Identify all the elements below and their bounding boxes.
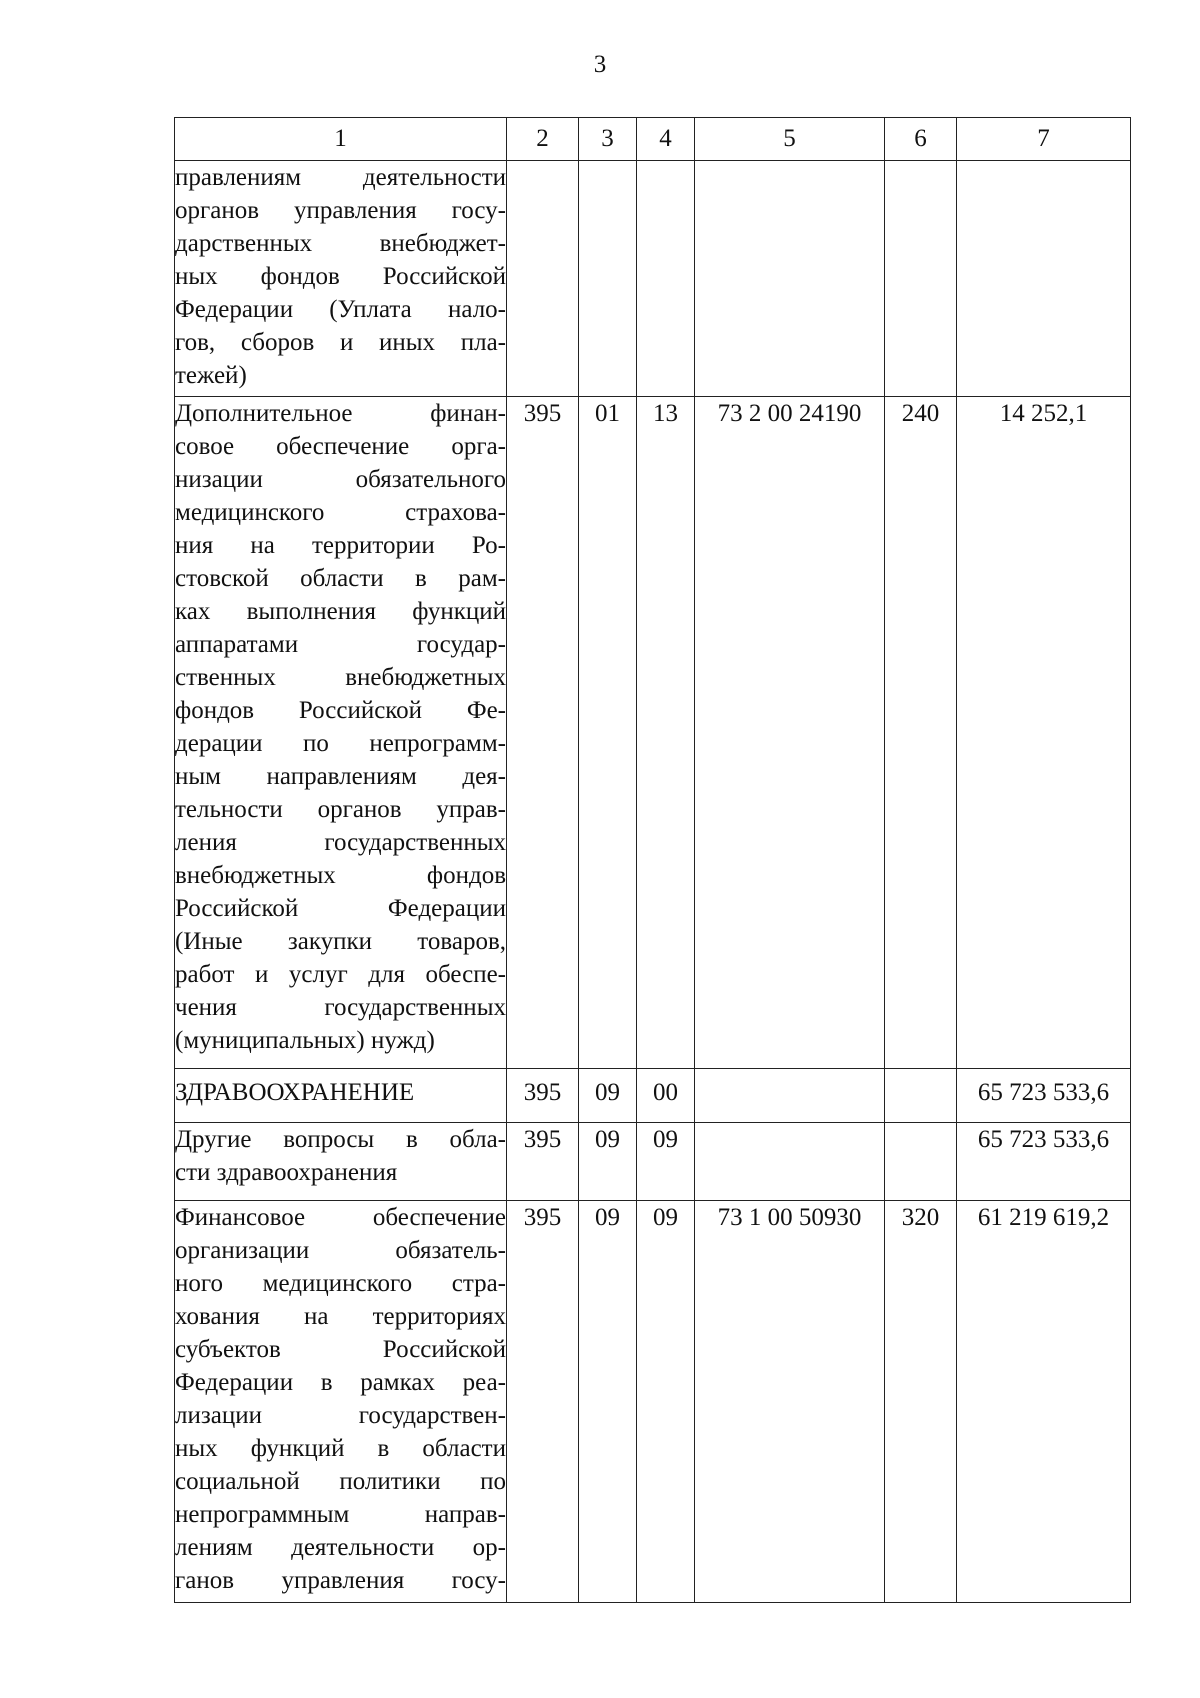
- description-line: Российской Федерации: [175, 895, 506, 922]
- cell-subsection: 09: [637, 1123, 695, 1201]
- description-line: лизации государствен-: [175, 1402, 506, 1429]
- description-line: непрограммным направ-: [175, 1501, 506, 1528]
- cell-admin-code: 395: [507, 1069, 579, 1123]
- description-line: ного медицинского стра-: [175, 1270, 506, 1297]
- cell-amount: 14 252,1: [957, 397, 1131, 1069]
- description-line: внебюджетных фондов: [175, 862, 506, 889]
- row-description: [175, 1069, 507, 1123]
- description-line: ственных внебюджетных: [175, 664, 506, 691]
- row-description: [175, 1123, 507, 1201]
- table-row: [175, 397, 1131, 1069]
- cell-admin-code: 395: [507, 1201, 579, 1603]
- cell-section: 09: [579, 1201, 637, 1603]
- description-line: ным направлениям дея-: [175, 763, 506, 790]
- description-line: ганов управления госу-: [175, 1567, 506, 1594]
- description-line: хования на территориях: [175, 1303, 506, 1330]
- cell-section: [579, 161, 637, 397]
- table-row: [175, 1201, 1131, 1603]
- description-line: правлениям деятельности: [175, 164, 506, 191]
- column-header-6: 6: [885, 118, 957, 161]
- column-header-3: 3: [579, 118, 637, 161]
- cell-section: 09: [579, 1123, 637, 1201]
- description-line: ных фондов Российской: [175, 263, 506, 290]
- budget-table: [174, 117, 1131, 1603]
- column-header-5: 5: [695, 118, 885, 161]
- cell-expense-type: 240: [885, 397, 957, 1069]
- cell-subsection: 13: [637, 397, 695, 1069]
- cell-expense-type: [885, 1069, 957, 1123]
- description-line: ния на территории Ро-: [175, 532, 506, 559]
- description-line: низации обязательного: [175, 466, 506, 493]
- cell-admin-code: 395: [507, 1123, 579, 1201]
- description-line: (муниципальных) нужд): [175, 1027, 435, 1054]
- cell-amount: 61 219 619,2: [957, 1201, 1131, 1603]
- description-line: работ и услуг для обеспе-: [175, 961, 506, 988]
- description-line: ках выполнения функций: [175, 598, 506, 625]
- description-line: фондов Российской Фе-: [175, 697, 506, 724]
- cell-target-article: [695, 1123, 885, 1201]
- description-line: Финансовое обеспечение: [175, 1204, 506, 1231]
- description-line: аппаратами государ-: [175, 631, 506, 658]
- description-line: совое обеспечение орга-: [175, 433, 506, 460]
- description-line: Дополнительное финан-: [175, 400, 506, 427]
- column-header-1: 1: [175, 118, 507, 161]
- cell-amount: [957, 161, 1131, 397]
- table-row: [175, 1069, 1131, 1123]
- cell-target-article: 73 2 00 24190: [695, 397, 885, 1069]
- cell-subsection: [637, 161, 695, 397]
- description-line: Федерации (Уплата нало-: [175, 296, 506, 323]
- column-header-4: 4: [637, 118, 695, 161]
- table-row: [175, 1123, 1131, 1201]
- cell-section: 09: [579, 1069, 637, 1123]
- table-header-row: [175, 118, 1131, 161]
- description-line: ных функций в области: [175, 1435, 506, 1462]
- cell-target-article: [695, 1069, 885, 1123]
- cell-subsection: 09: [637, 1201, 695, 1603]
- cell-target-article: 73 1 00 50930: [695, 1201, 885, 1603]
- description-line: медицинского страхова-: [175, 499, 506, 526]
- column-header-7: 7: [957, 118, 1131, 161]
- column-header-2: 2: [507, 118, 579, 161]
- cell-admin-code: [507, 161, 579, 397]
- row-description: [175, 1201, 507, 1603]
- description-line: сти здравоохранения: [175, 1159, 398, 1186]
- cell-subsection: 00: [637, 1069, 695, 1123]
- row-description: [175, 161, 507, 397]
- description-line: стовской области в рам-: [175, 565, 506, 592]
- cell-expense-type: [885, 161, 957, 397]
- description-line: Федерации в рамках реа-: [175, 1369, 506, 1396]
- table-row: [175, 161, 1131, 397]
- description-line: тельности органов управ-: [175, 796, 506, 823]
- description-line: Другие вопросы в обла-: [175, 1126, 506, 1153]
- cell-admin-code: 395: [507, 397, 579, 1069]
- description-line: социальной политики по: [175, 1468, 506, 1495]
- page-number: 3: [593, 51, 607, 78]
- row-description: [175, 397, 507, 1069]
- description-line: (Иные закупки товаров,: [175, 928, 506, 955]
- description-line: субъектов Российской: [175, 1336, 506, 1363]
- description-line: тежей): [175, 362, 247, 389]
- cell-expense-type: [885, 1123, 957, 1201]
- description-line: ления государственных: [175, 829, 506, 856]
- description-line: органов управления госу-: [175, 197, 506, 224]
- cell-amount: 65 723 533,6: [957, 1123, 1131, 1201]
- description-line: ЗДРАВООХРАНЕНИЕ: [175, 1079, 415, 1106]
- cell-amount: 65 723 533,6: [957, 1069, 1131, 1123]
- cell-target-article: [695, 161, 885, 397]
- cell-section: 01: [579, 397, 637, 1069]
- description-line: гов, сборов и иных пла-: [175, 329, 506, 356]
- description-line: дерации по непрограмм-: [175, 730, 506, 757]
- description-line: лениям деятельности ор-: [175, 1534, 506, 1561]
- description-line: организации обязатель-: [175, 1237, 506, 1264]
- cell-expense-type: 320: [885, 1201, 957, 1603]
- description-line: чения государственных: [175, 994, 506, 1021]
- description-line: дарственных внебюджет-: [175, 230, 506, 257]
